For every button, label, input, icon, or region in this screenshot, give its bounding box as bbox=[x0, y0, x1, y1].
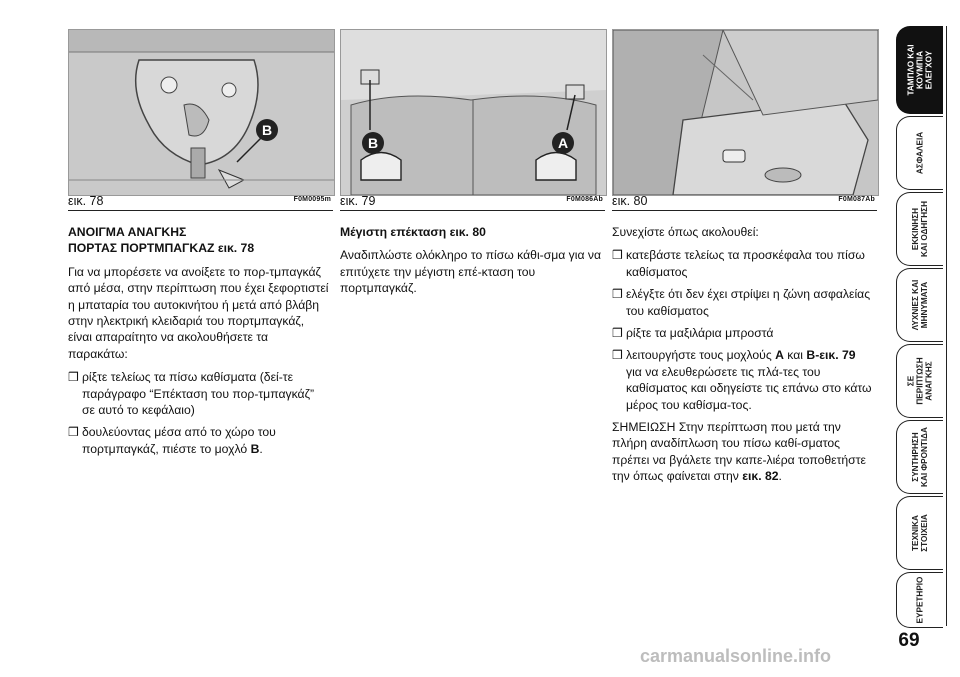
note-paragraph: ΣΗΜΕΙΩΣΗ Στην περίπτωση που μετά την πλήρη αναδίπλωση του πίσω καθί-σματος πρέπει να βγάλετε την καπε-λιέρα τοποθετήστε την όπως φαίνεται στην εικ. 82. bbox=[612, 420, 866, 484]
column-3-text bbox=[612, 224, 874, 492]
list-item: ❒ ρίξτε τα μαξιλάρια μπροστά bbox=[612, 326, 774, 341]
checkbox-bullet-icon: ❒ bbox=[612, 326, 623, 341]
checkbox-bullet-icon: ❒ bbox=[68, 425, 79, 440]
list-item: ❒ δουλεύοντας μέσα από το χώρο του πορτμπαγκάζ, πιέστε το μοχλό B. bbox=[68, 425, 276, 456]
tab-emergency[interactable]: ΣΕ ΠΕΡΙΠΤΩΣΗ ΑΝΑΓΚΗΣ bbox=[896, 344, 943, 418]
checkbox-bullet-icon: ❒ bbox=[612, 287, 623, 302]
tab-lights-messages[interactable]: ΛΥΧΝΙΕΣ ΚΑΙ ΜΗΝΥΜΑΤΑ bbox=[896, 268, 943, 342]
checkbox-bullet-icon: ❒ bbox=[68, 370, 79, 385]
figure-78-code: F0M0095m bbox=[293, 196, 331, 203]
tab-index[interactable]: ΕΥΡΕΤΗΡΙΟ bbox=[896, 572, 943, 628]
figure-79-caption bbox=[340, 194, 605, 211]
tab-technical-data[interactable]: ΤΕΧΝΙΚΑ ΣΤΟΙΧΕΙΑ bbox=[896, 496, 943, 570]
list-item: ❒ λειτουργήστε τους μοχλούς A και B-εικ. 79 για να ελευθερώσετε τις πλά-τες του καθίσματος και οδηγείστε τις επάνω στο κάτω μέρος του καθίσμα-τος. bbox=[612, 348, 872, 412]
figure-79-image bbox=[340, 29, 607, 196]
list-item: ❒ ρίξτε τελείως τα πίσω καθίσματα (δεί-τε παράγραφο “Επέκταση του πορ-τμπαγκάζ” σε αυτό το κεφάλαιο) bbox=[68, 370, 315, 418]
continue-intro: Συνεχίστε όπως ακολουθεί: bbox=[612, 225, 759, 239]
page-number: 69 bbox=[898, 630, 920, 651]
chapter-tabs bbox=[896, 26, 948, 626]
figure-78-image bbox=[68, 29, 335, 196]
figure-80-caption bbox=[612, 194, 877, 211]
watermark-text: carmanualsonline.info bbox=[640, 646, 832, 666]
figure-78-label: εικ. 78 bbox=[68, 194, 104, 208]
max-extension-heading: Μέγιστη επέκταση εικ. 80 bbox=[340, 225, 486, 239]
tab-safety[interactable]: ΑΣΦΑΛΕΙΑ bbox=[896, 116, 943, 190]
emergency-heading-line2: ΠΟΡΤΑΣ ΠΟΡΤΜΠΑΓΚΑΖ εικ. 78 bbox=[68, 241, 255, 256]
tab-starting-driving[interactable]: ΕΚΚΙΝΗΣΗ ΚΑΙ ΟΔΗΓΗΣΗ bbox=[896, 192, 943, 266]
figure-80-image bbox=[612, 29, 879, 196]
max-extension-paragraph: Αναδιπλώστε ολόκληρο το πίσω κάθι-σμα για να επιτύχετε την μέγιστη επέ-κταση του πορτμπαγκάζ. bbox=[340, 248, 602, 296]
figure-79-label: εικ. 79 bbox=[340, 194, 376, 208]
list-item: ❒ κατεβάστε τελείως τα προσκέφαλα του πίσω καθίσματος bbox=[612, 248, 865, 279]
list-item: ❒ ελέγξτε ότι δεν έχει στρίψει η ζώνη ασφαλείας του καθίσματος bbox=[612, 287, 871, 318]
column-2-text bbox=[340, 224, 602, 304]
emergency-paragraph: Για να μπορέσετε να ανοίξετε το πορ-τμπαγκάζ από μέσα, στην περίπτωση που έχει ξεφορτιστεί η μπαταρία του αυτοκινήτου ή μετά από βλάβη στην ηλεκτρική κλειδαριά του πορτμπαγκάζ, είναι απαραίτητο να ακολουθήσετε τα παρακάτω: bbox=[68, 264, 329, 361]
callout-a-79: A bbox=[557, 135, 569, 151]
figure-78-caption bbox=[68, 194, 333, 211]
callout-b-79: B bbox=[367, 135, 379, 151]
column-1-text bbox=[68, 224, 330, 463]
callout-b-78: B bbox=[261, 122, 273, 138]
emergency-heading-line1: ΑΝΟΙΓΜΑ ΑΝΑΓΚΗΣ bbox=[68, 225, 187, 239]
checkbox-bullet-icon: ❒ bbox=[612, 248, 623, 263]
tab-dashboard-controls[interactable]: ΤΑΜΠΛΟ ΚΑΙ ΚΟΥΜΠΙΑ ΕΛΕΓΧΟΥ bbox=[896, 26, 943, 114]
figure-80-label: εικ. 80 bbox=[612, 194, 648, 208]
figure-80-code: F0M087Ab bbox=[838, 196, 875, 203]
tab-maintenance[interactable]: ΣΥΝΤΗΡΗΣΗ ΚΑΙ ΦΡΟΝΤΙΔΑ bbox=[896, 420, 943, 494]
checkbox-bullet-icon: ❒ bbox=[612, 348, 623, 363]
figure-79-code: F0M086Ab bbox=[566, 196, 603, 203]
